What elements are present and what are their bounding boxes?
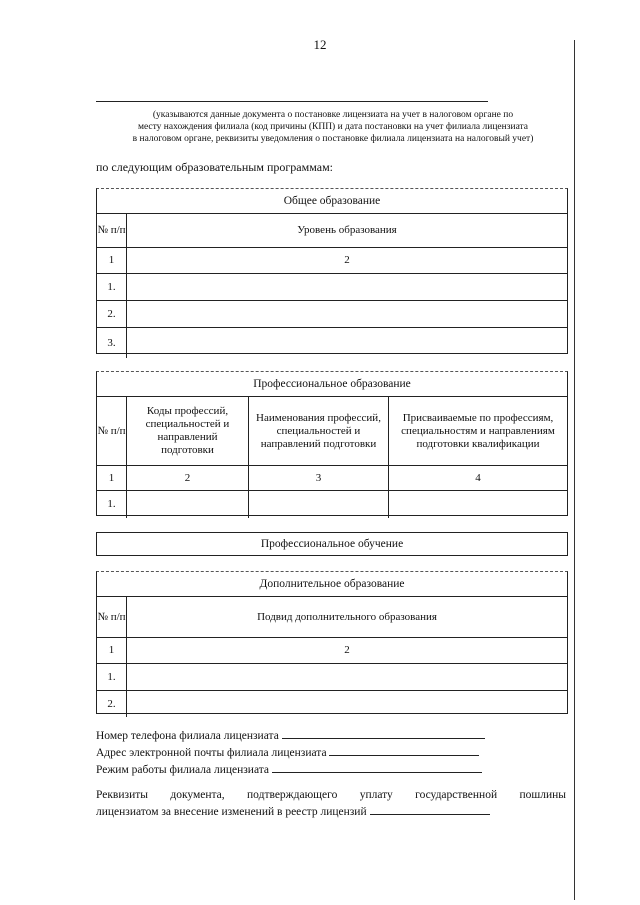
tax-registration-line xyxy=(96,101,488,102)
table-row xyxy=(97,691,567,717)
names-cell xyxy=(249,491,389,518)
phone-field-row xyxy=(96,727,485,744)
index-cell: 2 xyxy=(127,466,249,490)
branch-contact-fields xyxy=(96,727,485,778)
column-number-header: № п/п xyxy=(97,597,127,637)
column-level-header: Уровень образования xyxy=(297,224,397,236)
index-cell: 1 xyxy=(97,638,127,663)
requisites-blank[interactable] xyxy=(370,803,490,815)
row-number: 1. xyxy=(97,274,127,300)
phone-blank[interactable] xyxy=(282,727,485,739)
requisites-line-2: лицензиатом за внесение изменений в реестр лицензий xyxy=(96,806,367,818)
note-line: месту нахождения филиала (код причины (КПП) и дата постановки на учет филиала лицензиата xyxy=(137,122,529,132)
qualification-cell xyxy=(389,491,567,518)
subtype-cell xyxy=(127,691,567,717)
column-qualification-header: Присваиваемые по профессиям, специальностям и направлениям подготовки квалификации xyxy=(401,411,555,450)
column-names-header: Наименования профессий, специальностей и направлений подготовки xyxy=(249,397,389,465)
column-number-header: № п/п xyxy=(97,214,127,247)
programs-intro: по следующим образовательным программам: xyxy=(96,160,333,174)
email-field-row xyxy=(96,744,485,761)
hours-field-row xyxy=(96,761,485,778)
index-cell: 2 xyxy=(344,644,350,656)
table-row xyxy=(97,491,567,518)
row-number: 3. xyxy=(97,328,127,358)
professional-education-table xyxy=(96,371,568,516)
row-number: 2. xyxy=(97,301,127,327)
table-row xyxy=(97,301,567,328)
note-line: (указываются данные документа о постановке лицензиата на учет в налоговом органе по xyxy=(152,110,514,120)
professional-training-box xyxy=(96,532,568,556)
codes-cell xyxy=(127,491,249,518)
email-label: Адрес электронной почты филиала лицензиата xyxy=(96,747,327,759)
table-row xyxy=(97,664,567,691)
column-codes-header: Коды профессий, специальностей и направлений подготовки xyxy=(127,397,249,465)
row-number: 1. xyxy=(97,664,127,690)
requisites-line-1: Реквизиты документа, подтверждающего уплату государственной пошлины xyxy=(96,789,566,801)
general-education-title: Общее образование xyxy=(97,189,567,214)
professional-training-title: Профессиональное обучение xyxy=(260,538,404,550)
hours-blank[interactable] xyxy=(272,761,482,773)
table-row xyxy=(97,328,567,358)
professional-education-title: Профессиональное образование xyxy=(97,372,567,397)
index-cell: 4 xyxy=(475,471,481,484)
right-margin-line xyxy=(574,40,575,900)
page-number: 12 xyxy=(313,37,327,52)
note-line: в налоговом органе, реквизиты уведомления о постановке филиала лицензиата на налоговый учет) xyxy=(132,134,534,144)
level-cell xyxy=(127,274,567,300)
additional-education-table xyxy=(96,571,568,714)
fee-requisites xyxy=(96,787,566,820)
email-blank[interactable] xyxy=(329,744,479,756)
subtype-cell xyxy=(127,664,567,690)
requisites-line-2-row xyxy=(96,803,566,820)
index-cell: 3 xyxy=(249,466,389,490)
phone-label: Номер телефона филиала лицензиата xyxy=(96,730,279,742)
column-number-header: № п/п xyxy=(97,397,127,465)
level-cell xyxy=(127,301,567,327)
row-number: 2. xyxy=(97,691,127,717)
hours-label: Режим работы филиала лицензиата xyxy=(96,764,270,776)
additional-education-title: Дополнительное образование xyxy=(97,572,567,597)
tax-registration-note xyxy=(88,109,578,145)
general-education-table xyxy=(96,188,568,354)
index-cell: 1 xyxy=(97,248,127,273)
level-cell xyxy=(127,328,567,358)
row-number: 1. xyxy=(97,491,127,518)
column-subtype-header: Подвид дополнительного образования xyxy=(257,610,437,623)
index-cell: 1 xyxy=(97,466,127,490)
table-row xyxy=(97,274,567,301)
index-cell: 2 xyxy=(344,254,350,266)
